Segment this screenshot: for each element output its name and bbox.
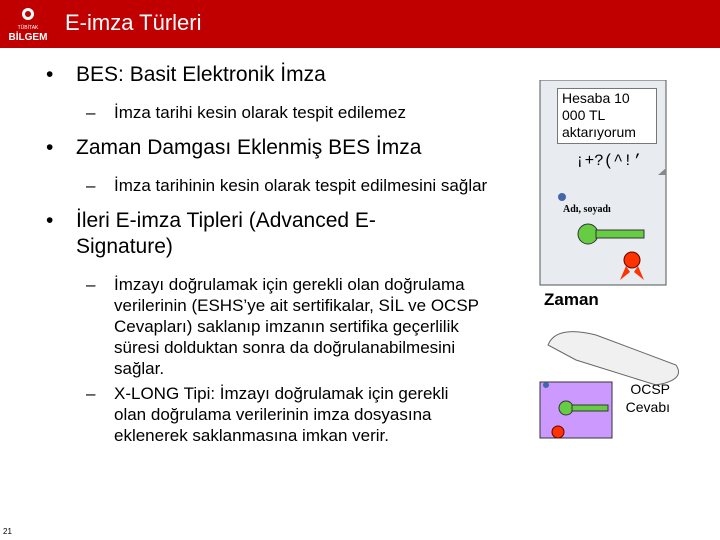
sub-bullet-item	[30, 175, 514, 196]
dash: –	[86, 384, 96, 403]
e-signature-illustration	[536, 80, 720, 540]
sub-bullet-item	[30, 383, 484, 446]
logo-small-text: TÜBİTAK	[17, 25, 39, 31]
zaman-label: Zaman	[544, 290, 599, 309]
sub-bullet-text: İmzayı doğrulamak için gerekli olan doğrulama verilerinin (ESHS’ye ait sertifikalar, SİL ve OCSP Cevapları) saklanıp imzanın sertifika geçerlilik süresi dolduktan sonra da doğrulanabilmesini sağlar.	[114, 275, 479, 378]
pin-icon	[558, 193, 566, 201]
page-number: 21	[3, 527, 12, 536]
key-icon-head	[578, 224, 598, 244]
sub-bullet-text: İmza tarihinin kesin olarak tespit edilmesini sağlar	[114, 176, 488, 195]
sub-bullet-text: İmza tarihi kesin olarak tespit edilemez	[114, 103, 406, 122]
dash: –	[86, 176, 96, 195]
bullet-dot: •	[46, 136, 54, 159]
dash: –	[86, 275, 96, 294]
bullet-text: Zaman Damgası Eklenmiş BES İmza	[76, 136, 422, 159]
bullet-dot: •	[46, 209, 54, 232]
dash: –	[86, 103, 96, 122]
name-label: Adı, soyadı	[563, 204, 611, 215]
sub-bullet-item	[30, 274, 484, 379]
header-bar	[0, 0, 720, 48]
bullet-item	[30, 208, 456, 260]
bilgem-logo	[6, 4, 50, 44]
bullet-item	[30, 62, 530, 88]
scroll-icon	[548, 332, 679, 385]
ocsp-seal-icon	[552, 426, 564, 438]
encrypted-text: ¡+?(^!’	[575, 152, 643, 170]
bullet-text: İleri E-imza Tipleri (Advanced E-Signature)	[76, 209, 376, 258]
seal-icon	[624, 252, 640, 268]
bullet-list	[30, 62, 530, 458]
transfer-note: Hesaba 10 000 TL aktarıyorum	[557, 88, 657, 144]
sub-bullet-item	[30, 102, 530, 123]
ocsp-label: OCSP Cevabı	[625, 381, 670, 415]
illustration-graphics	[536, 80, 720, 540]
page-title: E-imza Türleri	[65, 10, 202, 35]
bullet-dot: •	[46, 63, 54, 86]
logo-text: BİLGEM	[8, 32, 48, 43]
bullet-text: BES: Basit Elektronik İmza	[76, 63, 326, 86]
bullet-item	[30, 135, 530, 161]
sub-bullet-text: X-LONG Tipi: İmzayı doğrulamak için gerekli olan doğrulama verilerinin imza dosyasına eklenerek saklanmasına imkan verir.	[114, 384, 449, 445]
ocsp-key-icon	[559, 401, 573, 415]
